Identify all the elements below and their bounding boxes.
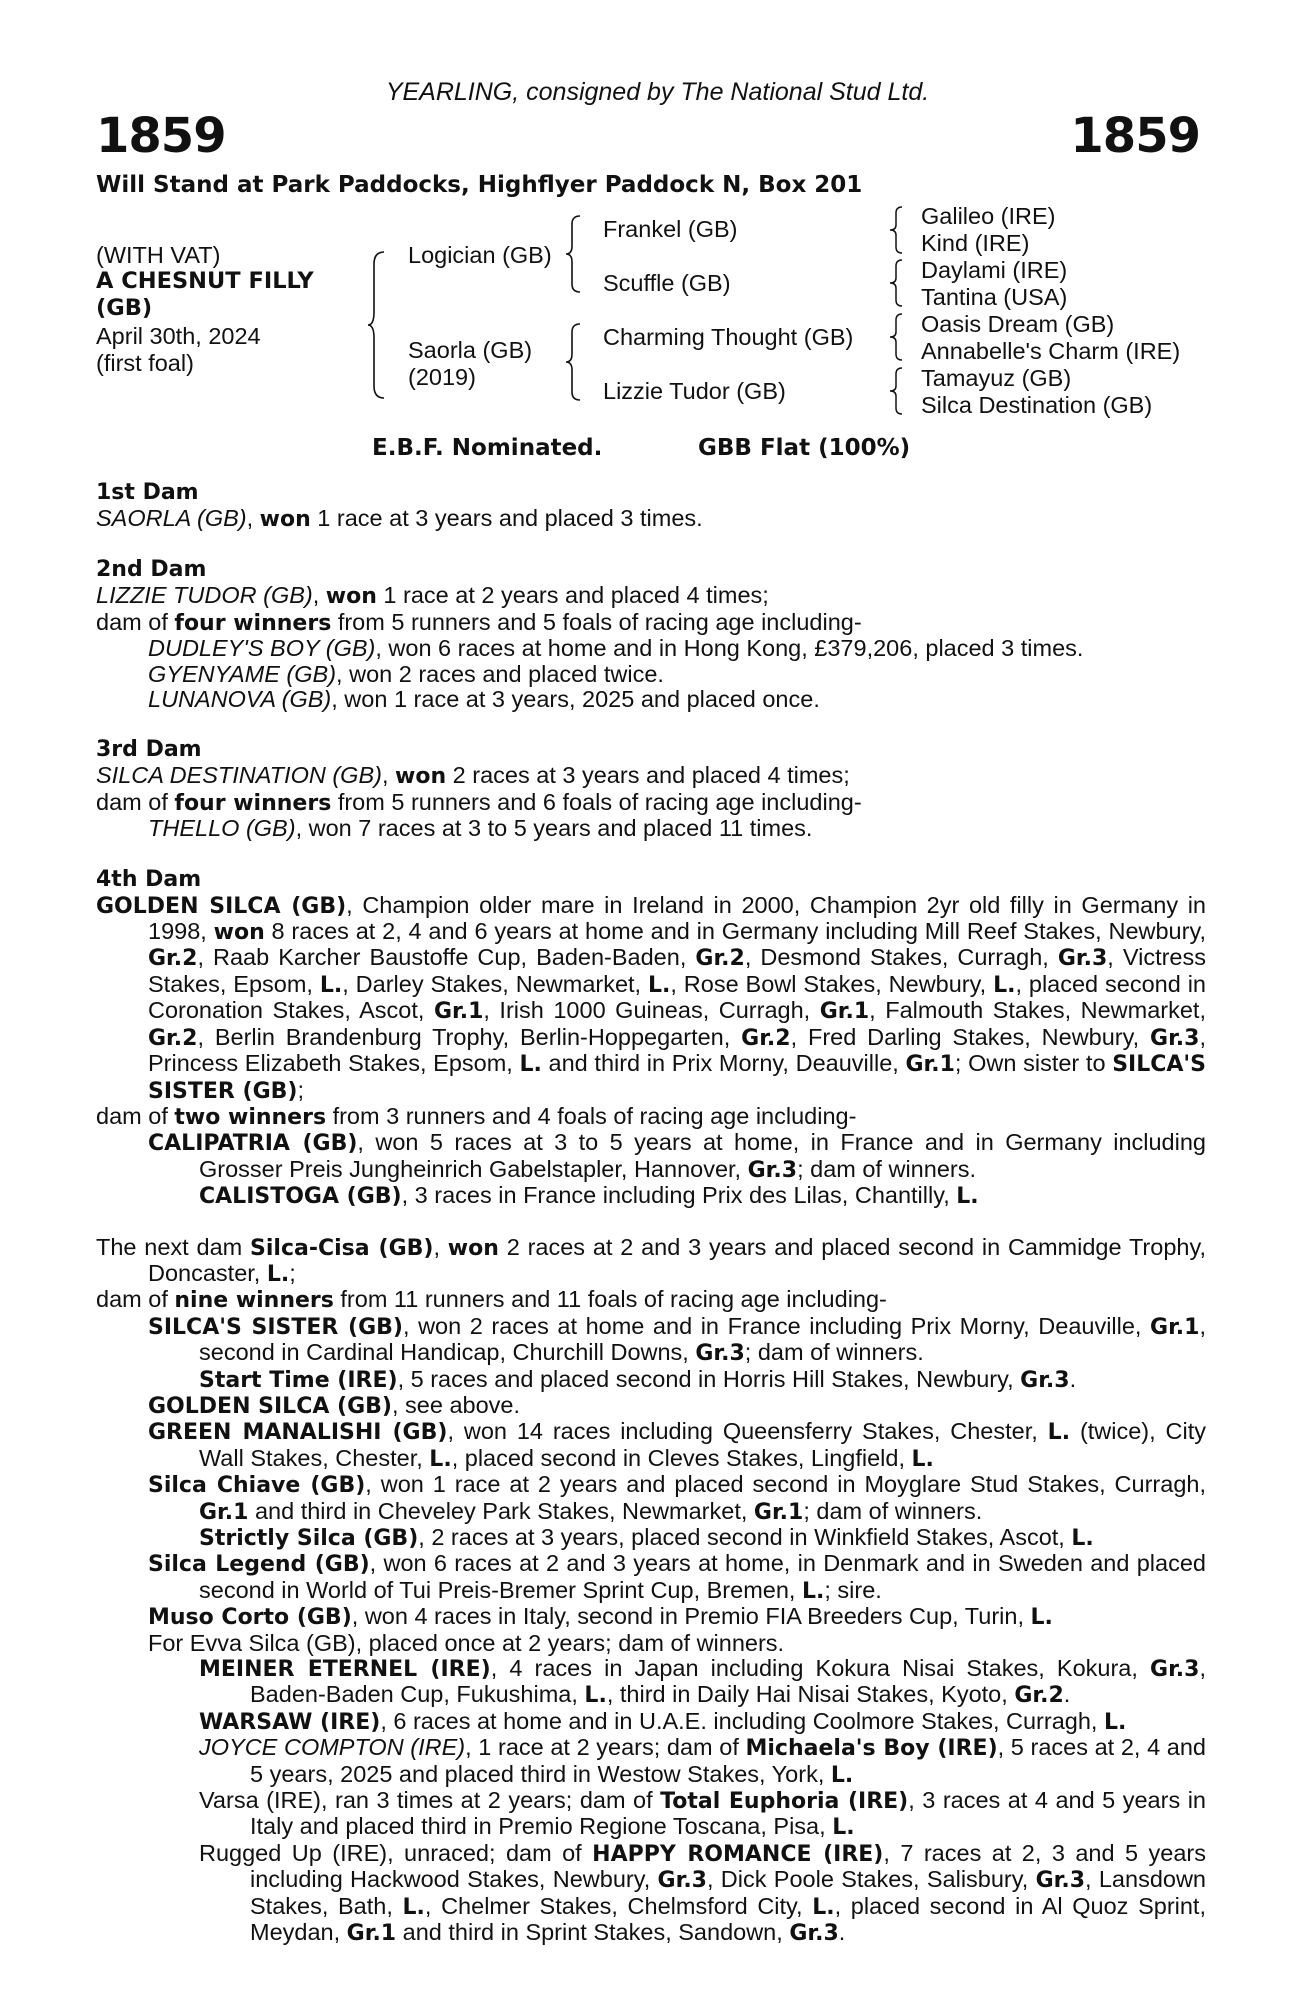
bold-text: HAPPY ROMANCE (IRE) [592,1841,884,1867]
italic-name: LIZZIE TUDOR (GB) [96,582,313,609]
record-line [96,1525,1206,1551]
text-run: , won 2 races and placed twice. [336,660,664,687]
text-run: , Irish 1000 Guineas, Curragh, [483,997,820,1024]
bold-text: Michaela's Boy (IRE) [745,1736,998,1762]
text-run: , won 6 races at home and in Hong Kong, £379,206, placed 3 times. [375,635,1084,662]
stable-location: Will Stand at Park Paddocks, Highflyer Paddock N, Box 201 [96,172,863,198]
italic-name: GYENYAME (GB) [148,660,337,687]
text-run: , placed second in Al Quoz Sprint, Meydan, [250,1892,1206,1946]
italic-name: SILCA DESTINATION (GB) [96,762,382,789]
bold-text: Gr.1 [905,1052,955,1078]
text-run: , 2 races at 3 years, placed second in Winkfield Stakes, Ascot, [418,1524,1072,1550]
record-line [96,1183,1206,1209]
text-run: Varsa (IRE), ran 3 times at 2 years; dam of [199,1787,661,1814]
dam-heading: 1st Dam [96,480,199,505]
gbb-flat: GBB Flat (100%) [698,435,911,461]
bold-text: Total Euphoria (IRE) [660,1789,909,1815]
italic-name: DUDLEY'S BOY (GB) [148,635,376,662]
pedigree-g6: Annabelle's Charm (IRE) [921,338,1181,364]
italic-name: SAORLA (GB) [96,505,247,531]
bold-text: won [395,764,447,790]
text-run: 1 race at 2 years and placed 4 times; [376,582,769,609]
record-line [96,1393,1206,1419]
text-run: For Evva Silca (GB), placed once at 2 years; dam of winners. [148,1629,785,1656]
bold-text: GREEN MANALISHI (GB) [148,1420,448,1446]
record-line [96,583,1206,609]
text-run: dam of [96,1102,175,1129]
text-run: , won 2 races at home and in France including Prix Morny, Deauville, [402,1312,1151,1339]
text-run: , Champion older mare in Ireland in 2000, Champion 2yr old filly in Germany in 1998, [148,891,1206,945]
text-run: , Dick Poole Stakes, Salisbury, [706,1866,1036,1893]
text-run: , Raab Karcher Baustoffe Cup, Baden-Baden, [197,944,696,971]
bold-text: Gr.3 [695,1341,745,1367]
text-run: , [246,505,260,531]
pedigree-g5: Oasis Dream (GB) [921,311,1115,337]
bold-text: Silca-Cisa (GB) [250,1235,434,1261]
pedigree-brace-sire [564,214,584,294]
text-run: . [1069,1365,1077,1392]
text-run: , won 5 races at 3 to 5 years at home, in France and in Germany including Grosser Preis Jungheinrich Gabelstapler, Hannover, [199,1129,1206,1182]
ebf-nomination: E.B.F. Nominated. [372,435,603,461]
bold-text: MEINER ETERNEL (IRE) [199,1657,491,1683]
text-run: The next dam [96,1233,251,1260]
text-run: , won 6 races at 2 and 3 years at home, in Denmark and in Sweden and placed second in World of Tui Preis-Bremer Sprint Cup, Bremen, [199,1550,1206,1603]
text-run: . [838,1919,846,1946]
bold-text: Muso Corto (GB) [148,1605,352,1631]
text-run: , 3 races at 4 and 5 years in Italy and placed third in Premio Regione Toscana, Pisa, [250,1787,1206,1840]
italic-name: JOYCE COMPTON (IRE) [199,1734,466,1761]
pedigree-brace-dam [564,322,584,402]
text-run: 8 races at 2, 4 and 6 years at home and in Germany including Mill Reef Stakes, Newbury, [264,918,1206,945]
bold-text: L. [1103,1709,1127,1735]
text-run: , Lansdown Stakes, Bath, [250,1866,1206,1919]
bold-text: Gr.1 [1150,1314,1200,1340]
bold-text: Gr.3 [1057,946,1108,972]
pedigree-sire-sire: Frankel (GB) [603,216,738,242]
record-line [96,816,1206,841]
dam-section [96,480,1206,532]
text-run: , Darley Stakes, Newmarket, [342,970,648,997]
pedigree-g7: Tamayuz (GB) [921,365,1072,391]
record-line [96,506,1206,532]
bold-text: won [213,920,265,946]
bold-text: two winners [174,1104,327,1130]
text-run: , 5 races and placed second in Horris Hill Stakes, Newbury, [397,1365,1021,1392]
bold-text: Gr.1 [346,1921,397,1947]
text-run: , [381,762,396,789]
bold-text: L. [801,1578,825,1604]
text-run: and third in Sprint Stakes, Sandown, [396,1919,790,1946]
text-run: 2 races at 2 and 3 years and placed second in Cammidge Trophy, Doncaster, [148,1233,1206,1286]
bold-text: GOLDEN SILCA (GB) [148,1393,392,1419]
text-run: , Falmouth Stakes, Newmarket, [869,997,1206,1024]
record-line [96,1656,1206,1709]
text-run: , Victress Stakes, Epsom, [148,944,1207,997]
bold-text: L. [1047,1420,1071,1446]
text-run: ; sire. [824,1576,882,1603]
bold-text: Silca Chiave (GB) [148,1473,366,1499]
text-run: , won 1 race at 3 years, 2025 and placed once. [331,686,820,713]
bold-text: Gr.2 [695,946,745,972]
foal-note: (first foal) [96,350,194,376]
dam-section [96,867,1206,1210]
text-run: , see above. [391,1391,521,1418]
consignor-line: YEARLING, consigned by The National Stud Ltd. [385,78,930,106]
text-run: , [433,1233,448,1260]
record-line [96,1841,1206,1947]
bold-text: L. [830,1762,854,1788]
text-run: , won 7 races at 3 to 5 years and placed 11 times. [295,815,813,842]
text-run: , 7 races at 2, 3 and 5 years including Hackwood Stakes, Newbury, [250,1839,1207,1893]
italic-name: LUNANOVA (GB) [148,686,332,713]
text-run: from 5 runners and 6 foals of racing age including- [331,788,862,815]
bold-text: Gr.3 [1150,1657,1200,1683]
bold-text: Silca Legend (GB) [148,1552,370,1578]
bold-text: CALIPATRIA (GB) [148,1131,358,1157]
bold-text: L. [993,972,1016,998]
pedigree-sire: Logician (GB) [408,242,552,268]
text-run: dam of [96,788,175,815]
bold-text: L. [429,1446,452,1472]
bold-text: L. [911,1446,934,1472]
pedigree-g4: Tantina (USA) [921,284,1068,310]
record-line [96,662,1206,687]
record-line [96,610,1206,636]
pedigree-brace-g4 [888,366,906,416]
text-run: , 4 races in Japan including Kokura Nisai Stakes, Kokura, [490,1655,1151,1682]
bold-text: four winners [174,610,332,636]
text-run: , Fred Darling Stakes, Newbury, [790,1023,1151,1050]
bold-text: L. [812,1894,835,1920]
record-line [96,790,1206,816]
pedigree-brace-parents [366,250,388,400]
record-line [96,1709,1206,1735]
pedigree-brace-g2 [888,258,906,308]
dam-heading: 2nd Dam [96,557,207,583]
text-run: ; [289,1259,296,1286]
record-line [96,1130,1206,1183]
bold-text: CALISTOGA (GB) [199,1184,402,1210]
bold-text: Gr.1 [433,999,484,1025]
horse-name: A CHESNUT FILLY [96,268,314,294]
text-run: , Princess Elizabeth Stakes, Epsom, [148,1023,1206,1077]
bold-text: SILCA'S SISTER (GB) [148,1314,403,1340]
bold-text: L. [402,1894,425,1920]
bold-text: L. [1030,1605,1053,1631]
text-run: , second in Cardinal Handicap, Churchill Downs, [199,1312,1206,1366]
pedigree-g3: Daylami (IRE) [921,257,1068,283]
pedigree-dam-sire: Charming Thought (GB) [603,324,854,350]
bold-text: L. [519,1052,542,1078]
record-line [96,1235,1206,1288]
bold-text: WARSAW (IRE) [199,1709,381,1735]
text-run: dam of [96,1286,175,1313]
record-line [96,893,1206,1104]
record-line [96,1314,1206,1367]
bold-text: Gr.3 [1020,1367,1070,1393]
text-run: ; dam of winners. [744,1339,924,1366]
bold-text: Gr.2 [148,1025,198,1051]
bold-text: L. [832,1815,855,1841]
bold-text: L. [956,1184,979,1210]
text-run: dam of [96,608,175,635]
text-run: and third in Cheveley Park Stakes, Newmarket, [248,1497,754,1524]
text-run: , [312,582,326,609]
text-run: Rugged Up (IRE), unraced; dam of [199,1839,593,1866]
record-line [96,1287,1206,1313]
text-run: , Chelmer Stakes, Chelmsford City, [424,1892,813,1919]
pedigree-dam-dam: Lizzie Tudor (GB) [603,378,786,404]
dam-section [96,737,1206,841]
foaling-date: April 30th, 2024 [96,323,261,349]
record-line [96,1104,1206,1130]
bold-text: Gr.3 [747,1157,798,1183]
pedigree-g1: Galileo (IRE) [921,203,1056,229]
text-run: . [1063,1681,1071,1708]
pedigree-dam: Saorla (GB) [408,337,533,363]
bold-text: Gr.2 [741,1025,791,1051]
text-run: , won 4 races in Italy, second in Premio FIA Breeders Cup, Turin, [351,1603,1031,1630]
record-line [96,1472,1206,1525]
bold-text: Gr.3 [1150,1025,1200,1051]
bold-text: L. [319,972,343,998]
pedigree-g8: Silca Destination (GB) [921,392,1153,418]
bold-text: Gr.1 [819,999,870,1025]
text-run: , won 1 race at 2 years and placed second in Moyglare Stud Stakes, Curragh, [365,1471,1206,1498]
bold-text: Gr.3 [1035,1868,1086,1894]
lot-number-left: 1859 [96,108,226,164]
text-run: 1 race at 3 years and placed 3 times. [310,505,703,531]
bold-text: Start Time (IRE) [199,1367,398,1393]
bold-text: won [447,1235,499,1261]
bold-text: L. [1071,1526,1094,1551]
vat-note: (WITH VAT) [96,242,221,268]
bold-text: SILCA'S SISTER (GB) [148,1052,1206,1104]
pedigree-sire-dam: Scuffle (GB) [603,270,731,296]
dam-heading: 4th Dam [96,866,202,892]
record-line [96,687,1206,712]
text-run: from 5 runners and 5 foals of racing age including- [331,608,862,635]
record-line [96,1367,1206,1393]
pedigree-g2: Kind (IRE) [921,230,1030,256]
italic-name: THELLO (GB) [148,815,296,842]
bold-text: L. [266,1261,290,1287]
text-run: , 6 races at home and in U.A.E. including Coolmore Stakes, Curragh, [380,1707,1104,1734]
record-line [96,1551,1206,1604]
bold-text: L. [584,1683,607,1709]
text-run: 2 races at 3 years and placed 4 times; [446,762,850,789]
text-run: , Desmond Stakes, Curragh, [744,944,1058,971]
bold-text: Strictly Silca (GB) [199,1526,419,1551]
text-run: , placed second in Cleves Stakes, Lingfield, [451,1444,912,1471]
record-line [96,1788,1206,1841]
bold-text: GOLDEN SILCA (GB) [96,893,347,919]
dam-heading: 3rd Dam [96,737,202,763]
text-run: , 3 races in France including Prix des Lilas, Chantilly, [401,1182,957,1209]
bold-text: Gr.1 [199,1499,249,1525]
bold-text: nine winners [174,1288,334,1314]
record-line [96,1419,1206,1472]
text-run: and third in Prix Morny, Deauville, [541,1050,906,1077]
pedigree-brace-g1 [888,205,906,255]
text-run: , won 14 races including Queensferry Stakes, Chester, [447,1418,1048,1445]
text-run: from 11 runners and 11 foals of racing age including- [333,1286,887,1313]
bold-text: L. [647,972,671,998]
bold-text: Gr.2 [1014,1683,1064,1709]
text-run: , Rose Bowl Stakes, Newbury, [670,970,994,997]
bold-text: won [259,507,311,532]
text-run: , 5 races at 2, 4 and 5 years, 2025 and placed third in Westow Stakes, York, [250,1734,1206,1787]
pedigree-brace-g3 [888,312,906,362]
horse-origin: (GB) [96,295,153,321]
text-run: , Baden-Baden Cup, Fukushima, [250,1655,1206,1708]
text-run: (twice), City Wall Stakes, Chester, [199,1418,1207,1471]
bold-text: Gr.3 [789,1921,839,1947]
record-line [96,763,1206,789]
record-line [96,1631,1206,1656]
text-run: , placed second in Coronation Stakes, Ascot, [148,970,1206,1024]
produce-record [96,480,1206,1972]
bold-text: Gr.2 [148,946,198,972]
bold-text: Gr.1 [753,1499,804,1525]
bold-text: Gr.3 [657,1868,707,1894]
bold-text: won [325,584,377,610]
pedigree-dam-year: (2019) [408,364,476,390]
text-run: ; Own sister to [954,1050,1113,1077]
record-line [96,636,1206,661]
dam-section [96,557,1206,712]
lot-number-right: 1859 [1070,108,1200,164]
text-run: , Berlin Brandenburg Trophy, Berlin-Hoppegarten, [197,1023,742,1050]
text-run: ; dam of winners. [797,1155,976,1182]
record-line [96,1735,1206,1788]
text-run: , third in Daily Hai Nisai Stakes, Kyoto, [606,1681,1015,1708]
bold-text: four winners [174,790,332,816]
text-run: , 1 race at 2 years; dam of [465,1734,746,1761]
text-run: ; dam of winners. [803,1497,983,1524]
record-line [96,1604,1206,1630]
text-run: ; [297,1076,304,1103]
text-run: from 3 runners and 4 foals of racing age including- [326,1102,857,1129]
dam-section [96,1235,1206,1947]
